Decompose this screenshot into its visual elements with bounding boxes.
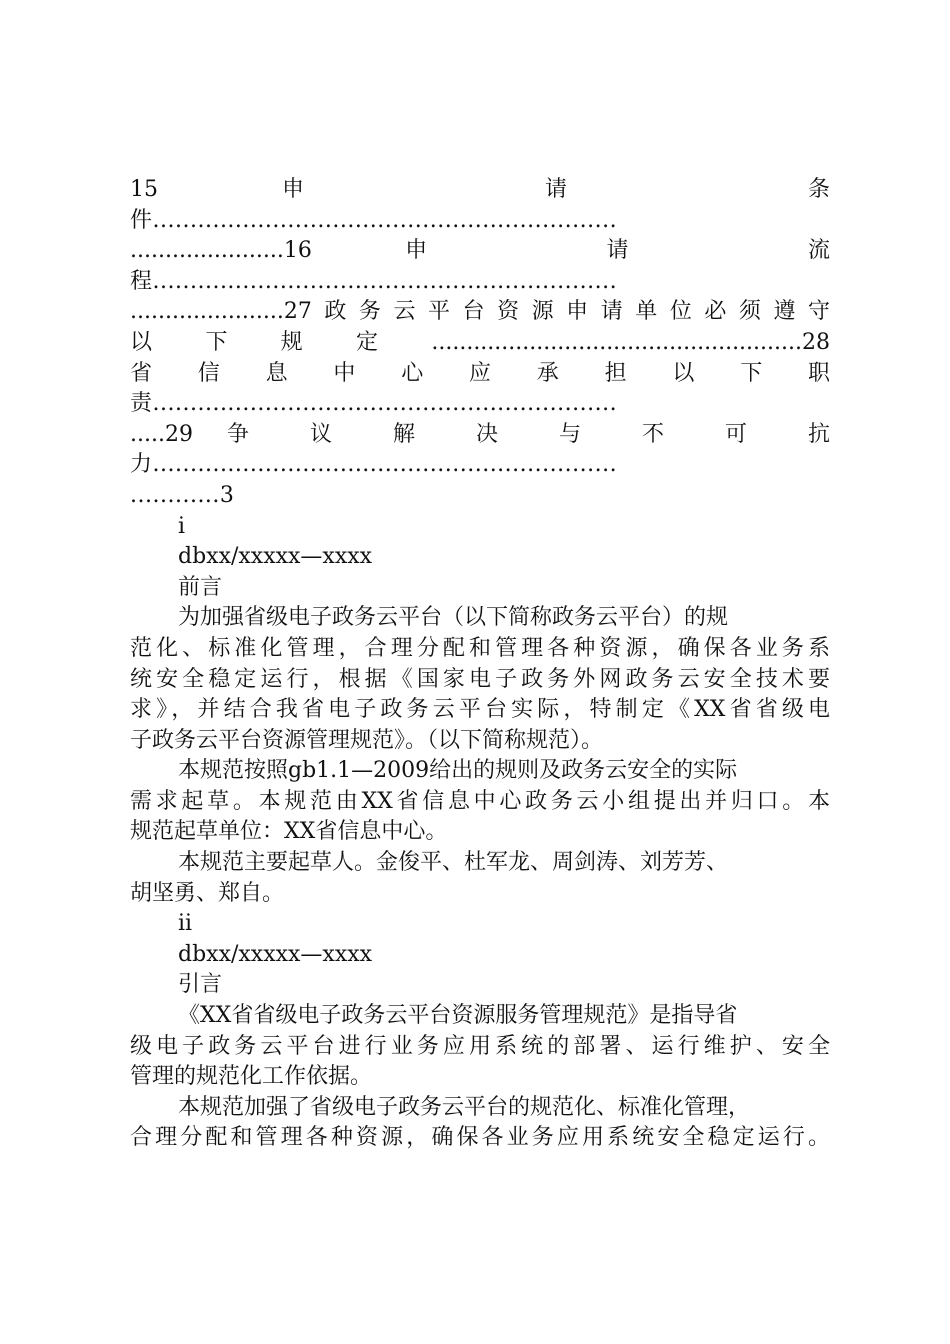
standard-code: dbxx/xxxxx—xxxx bbox=[178, 941, 373, 967]
section-heading: 前言 bbox=[178, 574, 223, 600]
paragraph-line: 规范起草单位：XX省信息中心。 bbox=[130, 819, 448, 845]
toc-line: 件.............................................................. bbox=[130, 207, 618, 233]
paragraph-line: 需求起草。本规范由XX省信息中心政务云小组提出并归口。本 bbox=[130, 788, 830, 814]
page-number: ii bbox=[178, 911, 193, 937]
paragraph-line: 范化、标准化管理，合理分配和管理各种资源，确保各业务系 bbox=[130, 635, 830, 661]
page-number: i bbox=[178, 513, 186, 539]
paragraph-line: 本规范按照gb1.1—2009给出的规则及政务云安全的实际 bbox=[178, 758, 738, 784]
paragraph-line: 管理的规范化工作依据。 bbox=[130, 1064, 373, 1090]
toc-line: 以下规定.....................................................28 bbox=[130, 329, 830, 355]
toc-line: 力.............................................................. bbox=[130, 452, 618, 478]
toc-line: ......................27政务云平台资源申请单位必须遵守 bbox=[130, 299, 830, 325]
paragraph-line: 级电子政务云平台进行业务应用系统的部署、运行维护、安全 bbox=[130, 1033, 830, 1059]
paragraph-line: 合理分配和管理各种资源，确保各业务应用系统安全稳定运行。 bbox=[130, 1125, 830, 1151]
paragraph-line: 为加强省级电子政务云平台（以下简称政务云平台）的规 bbox=[178, 605, 729, 631]
paragraph-line: 子政务云平台资源管理规范》。（以下简称规范）。 bbox=[130, 727, 604, 753]
toc-line: 省 信 息 中 心 应 承 担 以 下 职 bbox=[130, 360, 830, 386]
toc-line: ............3 bbox=[130, 482, 235, 508]
paragraph-line: 统安全稳定运行，根据《国家电子政务外网政务云安全技术要 bbox=[130, 666, 830, 692]
section-heading: 引言 bbox=[178, 972, 223, 998]
paragraph-line: 本规范加强了省级电子政务云平台的规范化、标准化管理， bbox=[178, 1094, 751, 1120]
document-page bbox=[130, 175, 830, 1154]
toc-line: 15 申 请 条 bbox=[130, 177, 830, 202]
paragraph-line: 胡坚勇、郑自。 bbox=[130, 880, 285, 906]
paragraph-line: 本规范主要起草人。金俊平、杜军龙、周剑涛、刘芳芳、 bbox=[178, 850, 729, 876]
toc-line: 责.............................................................. bbox=[130, 391, 618, 417]
paragraph-line: 《XX省省级电子政务云平台资源服务管理规范》是指导省 bbox=[178, 1003, 738, 1029]
toc-line: 程.............................................................. bbox=[130, 268, 618, 294]
standard-code: dbxx/xxxxx—xxxx bbox=[178, 544, 373, 570]
toc-line: ......................16 申 请 流 bbox=[130, 238, 830, 264]
paragraph-line: 求》，并结合我省电子政务云平台实际，特制定《XX省省级电 bbox=[130, 697, 830, 723]
toc-line: .....29 争 议 解 决 与 不 可 抗 bbox=[130, 421, 830, 447]
